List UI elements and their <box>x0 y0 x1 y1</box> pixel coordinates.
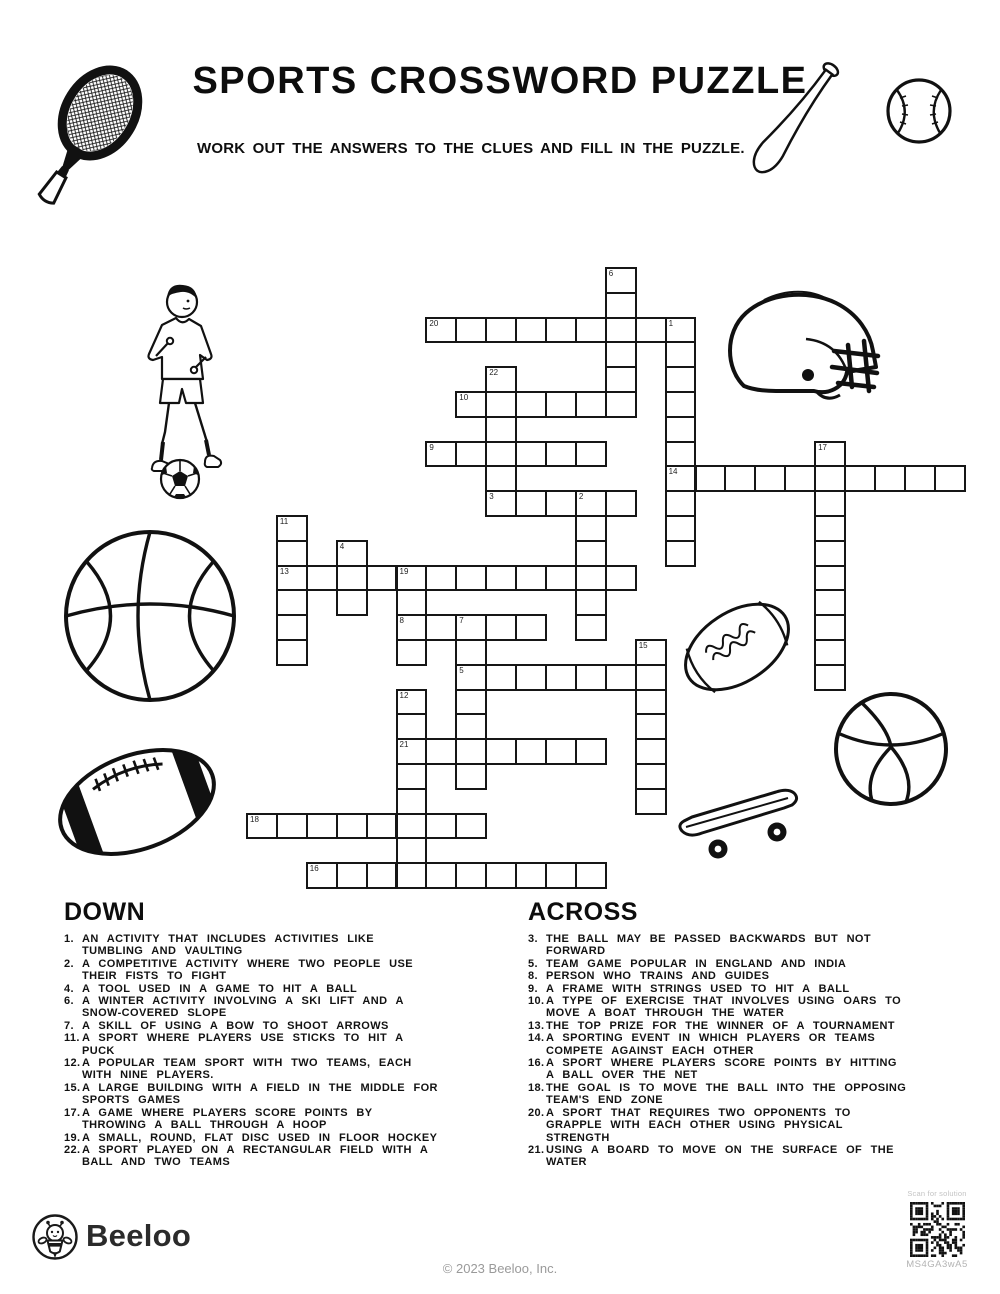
crossword-cell <box>665 441 697 468</box>
crossword-cell <box>545 490 577 517</box>
cell-number: 1 <box>668 318 674 328</box>
clue-text: A SPORT THAT REQUIRES TWO OPPONENTS TO GRAPPLE WITH EACH OTHER USING PHYSICAL STRENGTH <box>546 1106 851 1144</box>
clue-down-2 <box>64 958 442 983</box>
crossword-cell <box>665 465 697 492</box>
crossword-cell <box>784 465 816 492</box>
crossword-cell <box>306 813 338 840</box>
clue-text: A GAME WHERE PLAYERS SCORE POINTS BY THROWING A BALL THROUGH A HOOP <box>82 1106 373 1132</box>
clue-across-8 <box>528 970 908 982</box>
cell-number: 17 <box>818 442 827 452</box>
clue-across-5 <box>528 958 908 970</box>
crossword-cell <box>485 738 517 765</box>
crossword-cell <box>425 614 457 641</box>
crossword-cell <box>545 565 577 592</box>
crossword-cell <box>724 465 756 492</box>
crossword-cell <box>575 391 607 418</box>
clue-down-22 <box>64 1144 442 1169</box>
crossword-cell <box>396 614 428 641</box>
crossword-cell <box>575 540 607 567</box>
crossword-cell <box>635 788 667 815</box>
crossword-cell <box>515 317 547 344</box>
crossword-cell <box>336 565 368 592</box>
crossword-cell <box>814 639 846 666</box>
down-heading: DOWN <box>64 898 146 926</box>
clue-number: 11. <box>64 1032 80 1045</box>
down-clue-list <box>64 933 442 1169</box>
crossword-cell <box>455 813 487 840</box>
crossword-cell <box>396 689 428 716</box>
crossword-cell <box>425 317 457 344</box>
basketball-icon <box>62 528 238 704</box>
crossword-cell <box>455 664 487 691</box>
crossword-cell <box>455 441 487 468</box>
crossword-cell <box>425 441 457 468</box>
clue-across-16 <box>528 1057 908 1082</box>
crossword-cell <box>635 664 667 691</box>
clue-across-9 <box>528 983 908 995</box>
crossword-cell <box>515 738 547 765</box>
clue-text: PERSON WHO TRAINS AND GUIDES <box>546 970 770 983</box>
crossword-cell <box>455 713 487 740</box>
cell-number: 20 <box>429 318 439 328</box>
crossword-cell <box>396 565 428 592</box>
clue-text: AN ACTIVITY THAT INCLUDES ACTIVITIES LIKE TUMBLING AND VAULTING <box>82 933 374 958</box>
crossword-cell <box>276 540 308 567</box>
crossword-cell <box>814 515 846 542</box>
clue-number: 5. <box>528 957 538 970</box>
cell-number: 6 <box>608 269 614 278</box>
crossword-cell <box>665 317 697 344</box>
cell-number: 3 <box>489 492 494 502</box>
clue-number: 14. <box>528 1032 545 1045</box>
crossword-cell <box>605 664 637 691</box>
crossword-cell <box>665 366 697 393</box>
clue-text: A SMALL, ROUND, FLAT DISC USED IN FLOOR HOCKEY <box>82 1131 438 1144</box>
cell-number: 13 <box>279 566 289 576</box>
clue-across-3 <box>528 933 908 958</box>
clue-down-15 <box>64 1082 442 1107</box>
crossword-cell <box>455 763 487 790</box>
crossword-cell <box>396 788 428 815</box>
cell-number: 2 <box>578 492 584 502</box>
clue-text: A COMPETITIVE ACTIVITY WHERE TWO PEOPLE USE THEIR FISTS TO FIGHT <box>82 957 413 983</box>
crossword-cell <box>635 317 667 344</box>
clue-down-11 <box>64 1032 442 1057</box>
crossword-cell <box>545 317 577 344</box>
clue-text: A POPULAR TEAM SPORT WITH TWO TEAMS, EACH WITH NINE PLAYERS. <box>82 1057 412 1082</box>
crossword-cell <box>635 738 667 765</box>
crossword-cell <box>425 862 457 889</box>
clue-number: 4. <box>64 982 74 995</box>
clue-text: A LARGE BUILDING WITH A FIELD IN THE MIDDLE FOR SPORTS GAMES <box>82 1081 438 1107</box>
page-subtitle: WORK OUT THE ANSWERS TO THE CLUES AND FILL IN THE PUZZLE. <box>197 140 745 157</box>
clue-down-4 <box>64 983 442 995</box>
crossword-cell <box>366 813 398 840</box>
clue-number: 20. <box>528 1106 545 1119</box>
crossword-cell <box>635 713 667 740</box>
clue-down-1 <box>64 933 442 958</box>
crossword-cell <box>455 639 487 666</box>
crossword-cell <box>575 490 607 517</box>
clue-down-19 <box>64 1132 442 1144</box>
crossword-cell <box>575 738 607 765</box>
clue-number: 17. <box>64 1106 81 1119</box>
cell-number: 22 <box>489 368 499 378</box>
qr-block <box>894 1189 980 1270</box>
crossword-cell <box>605 391 637 418</box>
bee-logo-icon <box>31 1213 79 1261</box>
clue-text: A TOOL USED IN A GAME TO HIT A BALL <box>82 982 358 995</box>
clue-across-10 <box>528 995 908 1020</box>
clue-text: A SPORT PLAYED ON A RECTANGULAR FIELD WITH A BALL AND TWO TEAMS <box>82 1143 428 1169</box>
cell-number: 4 <box>339 541 345 551</box>
clue-down-12 <box>64 1057 442 1082</box>
crossword-cell <box>455 689 487 716</box>
clue-text: A TYPE OF EXERCISE THAT INVOLVES USING OARS TO MOVE A BOAT THROUGH THE WATER <box>546 995 902 1020</box>
crossword-cell <box>545 391 577 418</box>
american-football-icon <box>50 735 225 870</box>
crossword-cell <box>455 862 487 889</box>
crossword-cell <box>665 515 697 542</box>
qr-code-image <box>910 1202 965 1257</box>
cell-number: 16 <box>309 864 319 874</box>
clue-number: 15. <box>64 1081 81 1094</box>
crossword-cell <box>695 465 727 492</box>
crossword-cell <box>366 862 398 889</box>
clue-text: THE BALL MAY BE PASSED BACKWARDS BUT NOT FORWARD <box>546 933 872 958</box>
cell-number: 21 <box>399 740 409 750</box>
cell-number: 8 <box>399 616 404 626</box>
clue-number: 21. <box>528 1143 545 1156</box>
crossword-grid <box>246 267 966 889</box>
crossword-cell <box>336 813 368 840</box>
crossword-cell <box>396 738 428 765</box>
crossword-cell <box>814 589 846 616</box>
crossword-cell <box>814 565 846 592</box>
cell-number: 7 <box>459 616 464 626</box>
crossword-cell <box>575 515 607 542</box>
clue-text: A SPORT WHERE PLAYERS SCORE POINTS BY HITTING A BALL OVER THE NET <box>546 1057 897 1082</box>
crossword-cell <box>366 565 398 592</box>
crossword-cell <box>545 664 577 691</box>
crossword-cell <box>276 515 308 542</box>
crossword-cell <box>485 441 517 468</box>
cell-number: 19 <box>399 566 409 576</box>
crossword-cell <box>605 267 637 294</box>
crossword-cell <box>605 565 637 592</box>
clue-across-20 <box>528 1107 908 1144</box>
crossword-cell <box>485 366 517 393</box>
crossword-cell <box>515 862 547 889</box>
down-clues-section <box>64 898 442 1169</box>
clue-number: 22. <box>64 1143 81 1156</box>
crossword-cell <box>425 565 457 592</box>
clue-across-14 <box>528 1032 908 1057</box>
crossword-cell <box>605 490 637 517</box>
cell-number: 5 <box>459 665 464 675</box>
crossword-cell <box>485 565 517 592</box>
crossword-cell <box>515 391 547 418</box>
crossword-cell <box>814 614 846 641</box>
crossword-cell <box>485 317 517 344</box>
clue-number: 19. <box>64 1131 81 1144</box>
crossword-cell <box>515 441 547 468</box>
clue-number: 13. <box>528 1019 545 1032</box>
clue-text: A SPORT WHERE PLAYERS USE STICKS TO HIT A PUCK <box>82 1032 404 1057</box>
crossword-cell <box>276 565 308 592</box>
soccer-player-icon <box>110 272 240 504</box>
cell-number: 18 <box>250 814 259 824</box>
clue-number: 6. <box>64 995 74 1008</box>
crossword-cell <box>515 664 547 691</box>
crossword-cell <box>485 664 517 691</box>
crossword-cell <box>455 391 487 418</box>
crossword-cell <box>396 862 428 889</box>
crossword-cell <box>306 565 338 592</box>
crossword-cell <box>545 738 577 765</box>
crossword-cell <box>276 614 308 641</box>
copyright-text: © 2023 Beeloo, Inc. <box>442 1261 558 1276</box>
crossword-cell <box>455 317 487 344</box>
crossword-cell <box>545 862 577 889</box>
clue-number: 16. <box>528 1057 545 1070</box>
crossword-cell <box>485 490 517 517</box>
clue-number: 10. <box>528 995 545 1008</box>
cell-number: 14 <box>668 467 678 477</box>
crossword-cell <box>396 763 428 790</box>
clue-text: USING A BOARD TO MOVE ON THE SURFACE OF THE WATER <box>546 1143 894 1169</box>
clue-text: A SPORTING EVENT IN WHICH PLAYERS OR TEAMS COMPETE AGAINST EACH OTHER <box>546 1032 876 1057</box>
crossword-cell <box>575 862 607 889</box>
crossword-cell <box>396 639 428 666</box>
crossword-cell <box>455 614 487 641</box>
clue-number: 9. <box>528 982 538 995</box>
crossword-cell <box>396 589 428 616</box>
crossword-cell <box>814 441 846 468</box>
crossword-cell <box>425 813 457 840</box>
cell-number: 12 <box>399 690 409 700</box>
crossword-cell <box>515 614 547 641</box>
crossword-cell <box>754 465 786 492</box>
crossword-cell <box>605 341 637 368</box>
crossword-cell <box>934 465 966 492</box>
baseball-ball-icon <box>888 80 950 142</box>
crossword-cell <box>814 540 846 567</box>
clue-across-13 <box>528 1020 908 1032</box>
crossword-cell <box>336 862 368 889</box>
clue-number: 1. <box>64 933 74 945</box>
across-heading: ACROSS <box>528 898 638 926</box>
qr-label: Scan for solution <box>907 1189 967 1198</box>
crossword-cell <box>665 490 697 517</box>
crossword-cell <box>605 292 637 319</box>
crossword-cell <box>635 639 667 666</box>
clue-number: 2. <box>64 957 74 970</box>
crossword-cell <box>396 813 428 840</box>
crossword-cell <box>814 664 846 691</box>
crossword-cell <box>814 490 846 517</box>
cell-number: 11 <box>279 517 289 526</box>
crossword-cell <box>485 416 517 443</box>
crossword-cell <box>575 589 607 616</box>
clue-text: TEAM GAME POPULAR IN ENGLAND AND INDIA <box>546 957 847 970</box>
crossword-cell <box>485 614 517 641</box>
crossword-cell <box>425 738 457 765</box>
clue-number: 7. <box>64 1019 74 1032</box>
crossword-cell <box>665 540 697 567</box>
crossword-cell <box>276 639 308 666</box>
crossword-cell <box>635 689 667 716</box>
cell-number: 10 <box>459 393 469 402</box>
crossword-cell <box>665 391 697 418</box>
clue-text: THE GOAL IS TO MOVE THE BALL INTO THE OPPOSING TEAM'S END ZONE <box>546 1081 907 1107</box>
cell-number: 15 <box>638 641 648 650</box>
clue-across-18 <box>528 1082 908 1107</box>
crossword-cell <box>874 465 906 492</box>
crossword-cell <box>396 713 428 740</box>
page-title: SPORTS CROSSWORD PUZZLE <box>192 60 808 102</box>
crossword-cell <box>545 441 577 468</box>
clue-down-17 <box>64 1107 442 1132</box>
crossword-cell <box>904 465 936 492</box>
clue-text: THE TOP PRIZE FOR THE WINNER OF A TOURNAMENT <box>546 1019 895 1032</box>
clue-number: 12. <box>64 1057 81 1070</box>
clue-number: 18. <box>528 1081 545 1094</box>
crossword-cell <box>485 862 517 889</box>
crossword-cell <box>665 341 697 368</box>
clue-number: 8. <box>528 970 538 983</box>
crossword-cell <box>485 465 517 492</box>
crossword-cell <box>515 490 547 517</box>
crossword-cell <box>336 540 368 567</box>
clue-down-6 <box>64 995 442 1020</box>
crossword-cell <box>515 565 547 592</box>
crossword-cell <box>396 837 428 864</box>
crossword-cell <box>306 862 338 889</box>
brand-name: Beeloo <box>86 1218 192 1253</box>
across-clue-list <box>528 933 908 1169</box>
crossword-cell <box>844 465 876 492</box>
clue-text: A SKILL OF USING A BOW TO SHOOT ARROWS <box>82 1019 389 1032</box>
crossword-cell <box>336 589 368 616</box>
crossword-cell <box>814 465 846 492</box>
crossword-cell <box>246 813 278 840</box>
crossword-cell <box>575 614 607 641</box>
crossword-cell <box>605 366 637 393</box>
clue-across-21 <box>528 1144 908 1169</box>
crossword-cell <box>575 317 607 344</box>
clue-text: A FRAME WITH STRINGS USED TO HIT A BALL <box>546 982 850 995</box>
clue-text: A WINTER ACTIVITY INVOLVING A SKI LIFT AND A SNOW-COVERED SLOPE <box>82 995 404 1020</box>
cell-number: 9 <box>429 442 434 452</box>
crossword-cell <box>455 738 487 765</box>
qr-code-id: MS4GA3wA5 <box>906 1259 968 1270</box>
crossword-cell <box>575 664 607 691</box>
crossword-cell <box>455 565 487 592</box>
crossword-cell <box>605 317 637 344</box>
clue-down-7 <box>64 1020 442 1032</box>
crossword-cell <box>485 391 517 418</box>
crossword-cell <box>575 441 607 468</box>
crossword-cell <box>635 763 667 790</box>
clue-number: 3. <box>528 933 538 945</box>
crossword-cell <box>276 589 308 616</box>
crossword-cell <box>665 416 697 443</box>
across-clues-section <box>528 898 908 1169</box>
crossword-cell <box>276 813 308 840</box>
crossword-cell <box>575 565 607 592</box>
